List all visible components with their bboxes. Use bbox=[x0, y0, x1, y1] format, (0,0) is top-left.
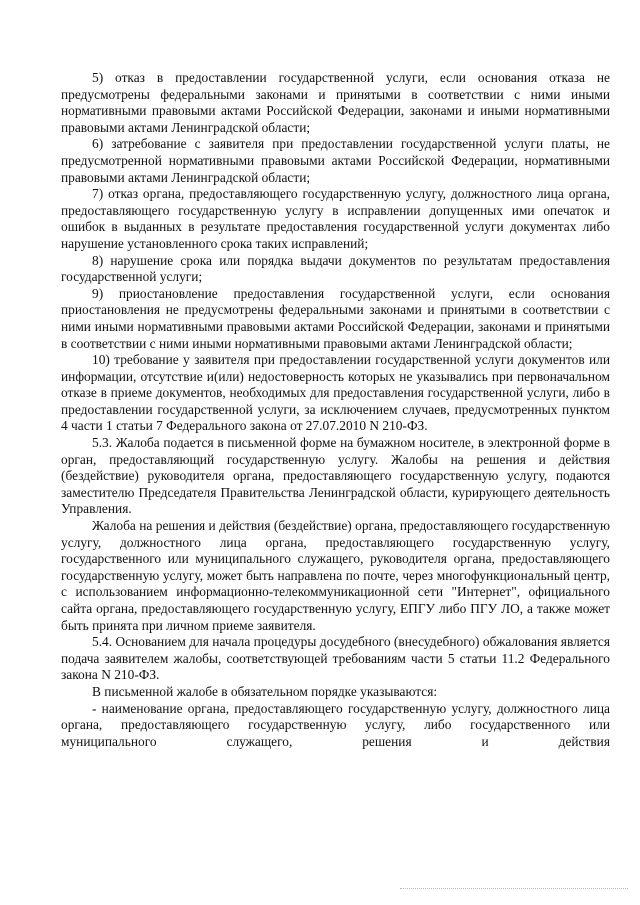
paragraph-list-item-name: - наименование органа, предоставляющего государственную услугу, должностного лица органа, предоставляющего государственную услугу, либо государственного или муниципального служащего, решения и действия bbox=[61, 700, 610, 749]
paragraph-item-8: 8) нарушение срока или порядка выдачи документов по результатам предоставления государственной услуги; bbox=[61, 252, 610, 285]
paragraph-item-7: 7) отказ органа, предоставляющего государственную услугу, должностного лица органа, предоставляющего государственную услугу в исправлении допущенных ими опечаток и ошибок в выданных в результате предоставления государственной услуги документах либо нарушение установленного срока таких исправлений; bbox=[61, 186, 610, 251]
scan-artifact-line bbox=[400, 888, 628, 889]
paragraph-required-fields-intro: В письменной жалобе в обязательном порядке указываются: bbox=[92, 683, 438, 699]
paragraph-complaint-channels: Жалоба на решения и действия (бездействие) органа, предоставляющего государственную услугу, должностного лица органа, предоставляющего государственную услугу, государственного или муниципального служащего, руководителя органа, предоставляющего государственную услугу, может быть направлена по почте, через многофункциональный центр, с использованием информационно-телекоммуникационной сети "Интернет", официального сайта органа, предоставляющего государственную услугу, ЕПГУ либо ПГУ ЛО, а также может быть принята при личном приеме заявителя. bbox=[61, 518, 610, 633]
paragraph-5-4: 5.4. Основанием для начала процедуры досудебного (внесудебного) обжалования является подача заявителем жалобы, соответствующей требованиям части 5 статьи 11.2 Федерального закона N 210-ФЗ. bbox=[61, 634, 610, 683]
paragraph-item-10: 10) требование у заявителя при предоставлении государственной услуги документов или информации, отсутствие и(или) недостоверность которых не указывались при первоначальном отказе в приеме документов, необходимых для предоставления государственной услуги, либо в предоставлении государственной услуги, за исключением случаев, предусмотренных пунктом 4 части 1 статьи 7 Федерального закона от 27.07.2010 N 210-ФЗ. bbox=[61, 352, 610, 434]
paragraph-item-5: 5) отказ в предоставлении государственной услуги, если основания отказа не предусмотрены федеральными законами и принятыми в соответствии с ними иными нормативными правовыми актами Российской Федерации, законами и иными нормативными правовыми актами Ленинградской области; bbox=[61, 70, 610, 135]
paragraph-item-6: 6) затребование с заявителя при предоставлении государственной услуги платы, не предусмотренной нормативными правовыми актами Российской Федерации, нормативными правовыми актами Ленинградской области; bbox=[61, 136, 610, 185]
paragraph-5-3: 5.3. Жалоба подается в письменной форме на бумажном носителе, в электронной форме в орган, предоставляющий государственную услугу. Жалобы на решения и действия (бездействие) руководителя органа, предоставляющего государственную услугу, подаются заместителю Председателя Правительства Ленинградской области, курирующего деятельность Управления. bbox=[61, 435, 610, 517]
paragraph-item-9: 9) приостановление предоставления государственной услуги, если основания приостановления не предусмотрены федеральными законами и принятыми в соответствии с ними иными нормативными правовыми актами Российской Федерации, законами и принятыми в соответствии с ними иными нормативными правовыми актами Ленинградской области; bbox=[61, 285, 610, 351]
